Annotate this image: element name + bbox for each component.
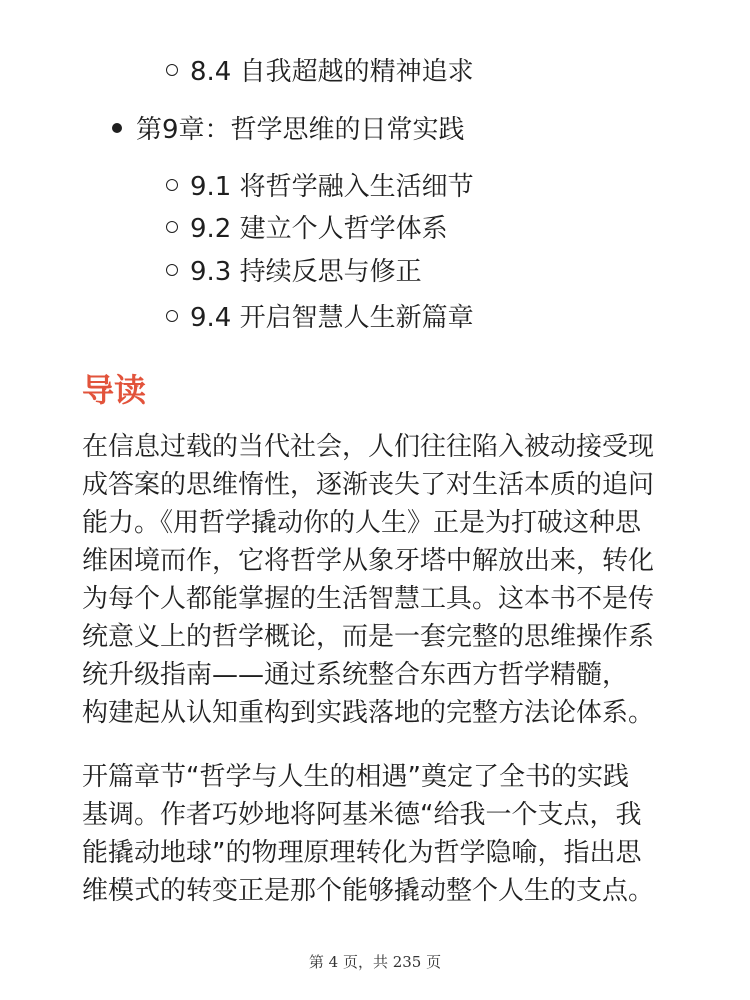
page-indicator: 第 4 页，共 235 页 bbox=[308, 953, 442, 971]
hollow-bullet-icon bbox=[166, 179, 178, 191]
paragraph-line: 基调。作者巧妙地将阿基米德“给我一个支点，我 bbox=[82, 800, 642, 830]
toc-item-label: 9.3 持续反思与修正 bbox=[190, 257, 422, 287]
paragraph-line: 统意义上的哲学概论，而是一套完整的思维操作系 bbox=[82, 622, 655, 652]
toc-item-label: 9.1 将哲学融入生活细节 bbox=[190, 172, 474, 202]
paragraph-line: 成答案的思维惰性，逐渐丧失了对生活本质的追问 bbox=[82, 470, 655, 500]
toc-item-8-4 bbox=[166, 55, 474, 89]
paragraph-line: 构建起从认知重构到实践落地的完整方法论体系。 bbox=[82, 698, 655, 728]
hollow-bullet-icon bbox=[166, 310, 178, 322]
paragraph-line: 在信息过载的当代社会，人们往往陷入被动接受现 bbox=[82, 432, 655, 462]
hollow-bullet-icon bbox=[166, 264, 178, 276]
paragraph-line: 开篇章节“哲学与人生的相遇”奠定了全书的实践 bbox=[82, 762, 629, 792]
paragraph-line: 能力。《用哲学撬动你的人生》正是为打破这种思 bbox=[82, 508, 642, 538]
toc-chapter-9 bbox=[112, 113, 465, 147]
toc-item-9-1 bbox=[166, 170, 474, 204]
toc-item-9-3 bbox=[166, 255, 422, 289]
toc-item-9-2 bbox=[166, 212, 448, 246]
toc-item-label: 9.4 开启智慧人生新篇章 bbox=[190, 303, 474, 333]
paragraph-line: 维模式的转变正是那个能够撬动整个人生的支点。 bbox=[82, 876, 655, 906]
paragraph-line: 统升级指南——通过系统整合东西方哲学精髓， bbox=[82, 660, 629, 690]
toc-item-9-4 bbox=[166, 301, 474, 335]
filled-bullet-icon bbox=[112, 123, 122, 133]
paragraph-line: 能撬动地球”的物理原理转化为哲学隐喻，指出思 bbox=[82, 838, 642, 868]
toc-item-label: 8.4 自我超越的精神追求 bbox=[190, 57, 474, 87]
intro-paragraph-2 bbox=[82, 758, 682, 910]
toc-chapter-label: 第9章：哲学思维的日常实践 bbox=[136, 115, 465, 145]
intro-paragraph-1 bbox=[82, 428, 682, 732]
paragraph-line: 为每个人都能掌握的生活智慧工具。这本书不是传 bbox=[82, 584, 655, 614]
hollow-bullet-icon bbox=[166, 221, 178, 233]
hollow-bullet-icon bbox=[166, 64, 178, 76]
paragraph-line: 维困境而作，它将哲学从象牙塔中解放出来，转化 bbox=[82, 546, 655, 576]
section-heading: 导读 bbox=[82, 371, 147, 409]
toc-item-label: 9.2 建立个人哲学体系 bbox=[190, 214, 448, 244]
